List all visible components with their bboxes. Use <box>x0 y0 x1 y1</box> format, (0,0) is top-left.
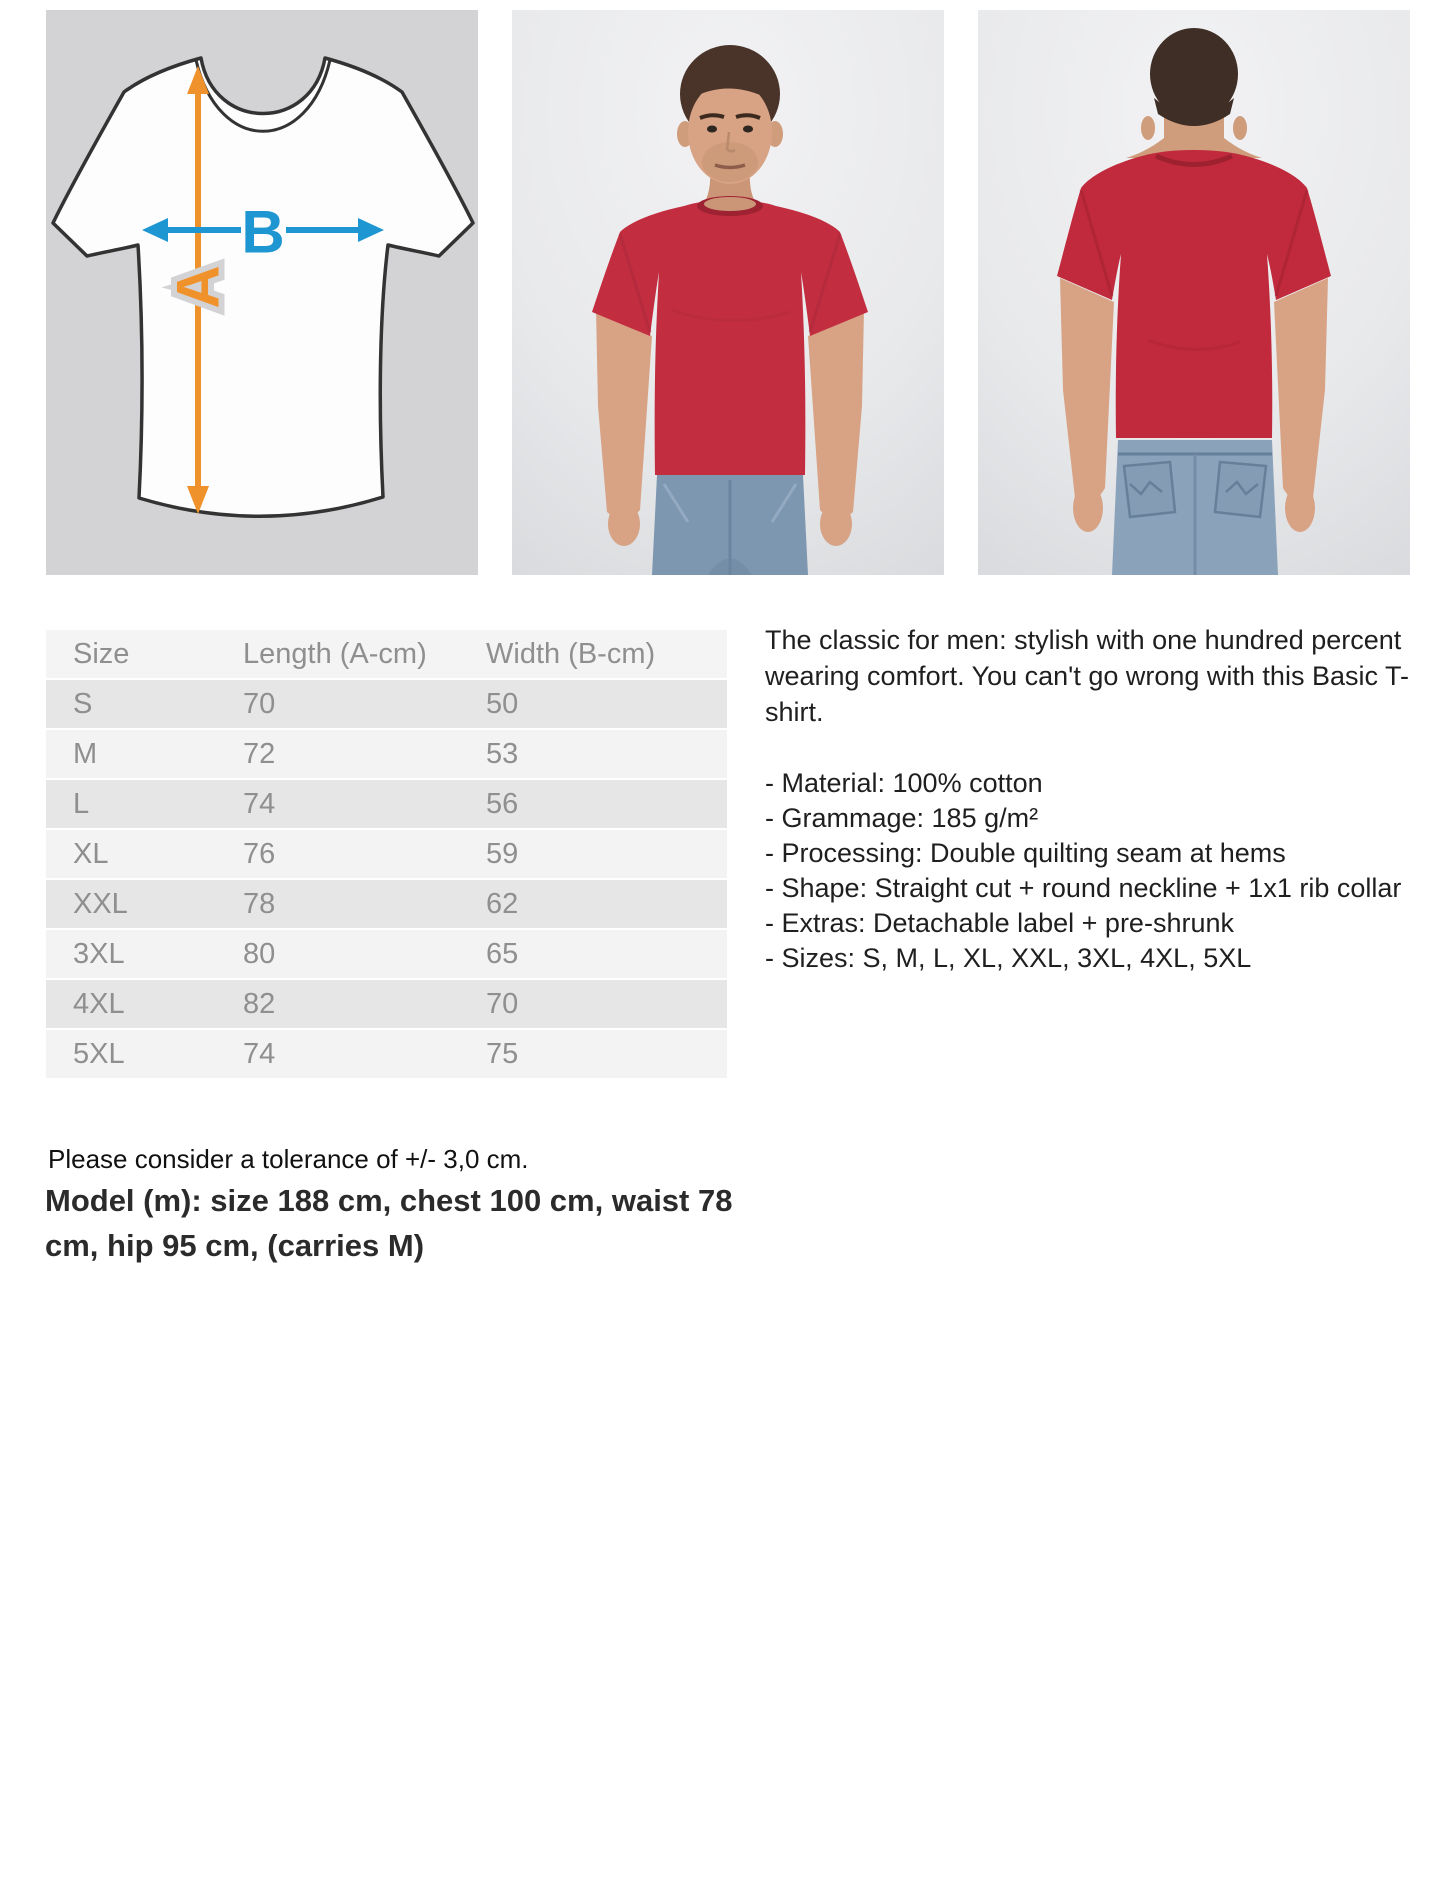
measure-label-b: B <box>241 198 285 266</box>
length-cell: 74 <box>243 788 276 820</box>
size-cell: L <box>73 788 90 820</box>
back-photo-illustration <box>978 10 1410 575</box>
table-row <box>46 880 727 928</box>
size-cell: 5XL <box>73 1038 125 1070</box>
jeans-back <box>1112 440 1278 575</box>
table-row <box>46 1030 727 1078</box>
size-cell: S <box>73 688 93 720</box>
tshirt-diagram-drawing <box>46 10 478 575</box>
product-photo-front <box>512 10 944 575</box>
description-bullet-list <box>765 766 1415 976</box>
column-header-size: Size <box>73 638 130 670</box>
table-row <box>46 830 727 878</box>
table-row <box>46 980 727 1028</box>
column-header-length: Length (A-cm) <box>243 638 427 670</box>
width-cell: 65 <box>486 938 519 970</box>
tshirt-measurement-diagram <box>46 10 478 575</box>
table-row <box>46 780 727 828</box>
bullet-extras: - Extras: Detachable label + pre-shrunk <box>765 908 1234 938</box>
table-row <box>46 930 727 978</box>
column-header-width: Width (B-cm) <box>486 638 656 670</box>
size-cell: M <box>73 738 98 770</box>
table-row <box>46 680 727 728</box>
width-cell: 62 <box>486 888 519 920</box>
size-cell: XXL <box>73 888 128 920</box>
size-table-header-row <box>46 630 727 678</box>
size-cell: XL <box>73 838 109 870</box>
product-photo-back <box>978 10 1410 575</box>
length-cell: 72 <box>243 738 276 770</box>
length-cell: 78 <box>243 888 276 920</box>
size-table <box>46 630 727 1080</box>
length-cell: 82 <box>243 988 276 1020</box>
model-measurements-note <box>45 1178 732 1268</box>
length-cell: 76 <box>243 838 276 870</box>
width-cell: 50 <box>486 688 519 720</box>
front-photo-illustration <box>512 10 944 575</box>
length-cell: 70 <box>243 688 276 720</box>
width-cell: 70 <box>486 988 519 1020</box>
bullet-material: - Material: 100% cotton <box>765 768 1043 798</box>
model-note-line2: cm, hip 95 cm, (carries M) <box>45 1228 425 1263</box>
bullet-sizes: - Sizes: S, M, L, XL, XXL, 3XL, 4XL, 5XL <box>765 943 1252 973</box>
tshirt-outline <box>53 58 473 516</box>
width-cell: 56 <box>486 788 519 820</box>
table-row <box>46 730 727 778</box>
bullet-grammage: - Grammage: 185 g/m² <box>765 803 1039 833</box>
size-cell: 4XL <box>73 988 125 1020</box>
description-intro: The classic for men: stylish with one hundred percent wearing comfort. You can't go wrong with this Basic T-shirt. <box>765 625 1409 727</box>
model-note-line1: Model (m): size 188 cm, chest 100 cm, waist 78 <box>45 1183 733 1218</box>
length-cell: 80 <box>243 938 276 970</box>
measure-label-a: A <box>164 265 232 309</box>
width-cell: 75 <box>486 1038 519 1070</box>
size-cell: 3XL <box>73 938 125 970</box>
product-description <box>765 622 1415 976</box>
bullet-processing: - Processing: Double quilting seam at hems <box>765 838 1286 868</box>
bullet-shape: - Shape: Straight cut + round neckline + 1x1 rib collar <box>765 873 1402 903</box>
tolerance-note: Please consider a tolerance of +/- 3,0 cm. <box>48 1144 529 1174</box>
width-cell: 59 <box>486 838 519 870</box>
length-cell: 74 <box>243 1038 276 1070</box>
width-cell: 53 <box>486 738 519 770</box>
